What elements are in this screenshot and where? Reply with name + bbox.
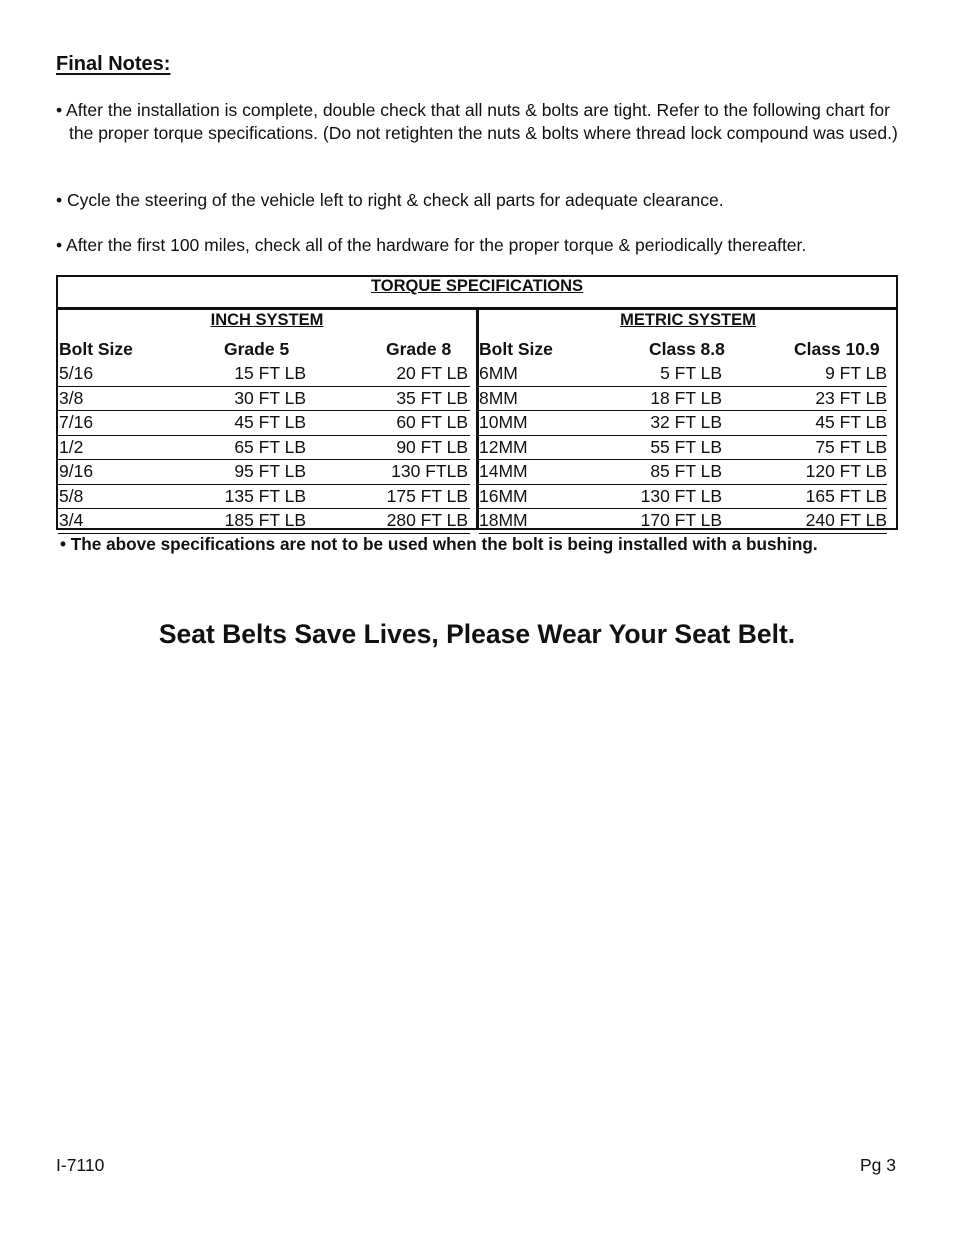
metric-class109: 165 FT LB (805, 485, 887, 506)
metric-header-bolt-size: Bolt Size (479, 339, 553, 359)
inch-bolt-size: 9/16 (59, 461, 94, 481)
metric-system-title: METRIC SYSTEM (620, 311, 756, 329)
metric-class109: 23 FT LB (815, 387, 887, 408)
inch-system-title: INCH SYSTEM (210, 311, 324, 329)
inch-grade5: 95 FT LB (234, 461, 306, 481)
inch-bolt-size: 5/8 (59, 485, 84, 506)
inch-header-bolt-size: Bolt Size (59, 339, 133, 359)
table-title: TORQUE SPECIFICATIONS (370, 277, 584, 295)
table-row (58, 362, 470, 387)
metric-class109: 45 FT LB (815, 412, 887, 432)
bushing-footnote: • The above specifications are not to be used when the bolt is being installed with a bushing. (60, 534, 818, 554)
inch-grade5: 45 FT LB (234, 412, 306, 432)
metric-class88: 18 FT LB (650, 387, 722, 408)
note-steering-cycle: • Cycle the steering of the vehicle left to right & check all parts for adequate clearance. (56, 190, 724, 210)
note-first-100-miles: • After the first 100 miles, check all of the hardware for the proper torque & periodically thereafter. (56, 235, 807, 255)
inch-header-grade5: Grade 5 (224, 339, 290, 359)
table-row (58, 411, 470, 436)
table-row (58, 485, 470, 510)
table-row (479, 485, 887, 510)
final-notes-heading: Final Notes: (56, 53, 171, 75)
table-row (58, 387, 470, 412)
metric-class88: 5 FT LB (660, 363, 722, 383)
inch-grade5: 65 FT LB (234, 436, 306, 457)
inch-bolt-size: 3/4 (59, 510, 84, 530)
table-row (58, 509, 470, 534)
metric-class88: 170 FT LB (640, 510, 722, 530)
inch-bolt-size: 5/16 (59, 363, 94, 383)
metric-class88: 130 FT LB (640, 485, 722, 506)
metric-rows (479, 362, 887, 534)
inch-grade5: 15 FT LB (234, 363, 306, 383)
table-row (58, 460, 470, 485)
metric-bolt-size: 12MM (479, 436, 528, 457)
seat-belt-slogan: Seat Belts Save Lives, Please Wear Your Seat Belt. (158, 619, 796, 649)
table-row (479, 509, 887, 534)
torque-spec-table (56, 275, 898, 530)
page-number: Pg 3 (860, 1155, 896, 1175)
metric-class109: 120 FT LB (805, 461, 887, 481)
inch-grade5: 135 FT LB (224, 485, 306, 506)
table-row (479, 460, 887, 485)
inch-grade8: 20 FT LB (396, 363, 468, 383)
table-row (58, 436, 470, 461)
metric-class109: 240 FT LB (805, 510, 887, 530)
table-row (479, 362, 887, 387)
inch-bolt-size: 1/2 (59, 436, 84, 457)
table-row (479, 436, 887, 461)
inch-rows (58, 362, 470, 534)
inch-grade8: 90 FT LB (396, 436, 468, 457)
table-row (479, 411, 887, 436)
table-title-row (58, 277, 896, 310)
inch-grade5: 185 FT LB (224, 510, 306, 530)
inch-grade8: 35 FT LB (396, 387, 468, 408)
metric-class88: 85 FT LB (650, 461, 722, 481)
metric-class109: 75 FT LB (815, 436, 887, 457)
inch-grade8: 60 FT LB (396, 412, 468, 432)
document-id: I-7110 (56, 1155, 105, 1175)
metric-bolt-size: 14MM (479, 461, 528, 481)
metric-bolt-size: 16MM (479, 485, 528, 506)
inch-grade8: 175 FT LB (386, 485, 468, 506)
metric-class109: 9 FT LB (825, 363, 887, 383)
metric-bolt-size: 10MM (479, 412, 528, 432)
metric-class88: 32 FT LB (650, 412, 722, 432)
metric-bolt-size: 8MM (479, 387, 518, 408)
inch-header-grade8: Grade 8 (386, 339, 452, 359)
metric-bolt-size: 18MM (479, 510, 528, 530)
inch-grade8: 280 FT LB (386, 510, 468, 530)
metric-header-class109: Class 10.9 (794, 339, 880, 359)
note-torque-check: • After the installation is complete, double check that all nuts & bolts are tight. Refer to the following chart for the proper torque specifications. (Do not retighten the nuts & bolts where thread lock compound was used.) (56, 100, 898, 143)
metric-header-class88: Class 8.8 (649, 339, 725, 359)
metric-bolt-size: 6MM (479, 363, 518, 383)
inch-bolt-size: 3/8 (59, 387, 84, 408)
table-row (479, 387, 887, 412)
inch-bolt-size: 7/16 (59, 412, 94, 432)
metric-class88: 55 FT LB (650, 436, 722, 457)
inch-grade5: 30 FT LB (234, 387, 306, 408)
inch-grade8: 130 FTLB (391, 461, 468, 481)
